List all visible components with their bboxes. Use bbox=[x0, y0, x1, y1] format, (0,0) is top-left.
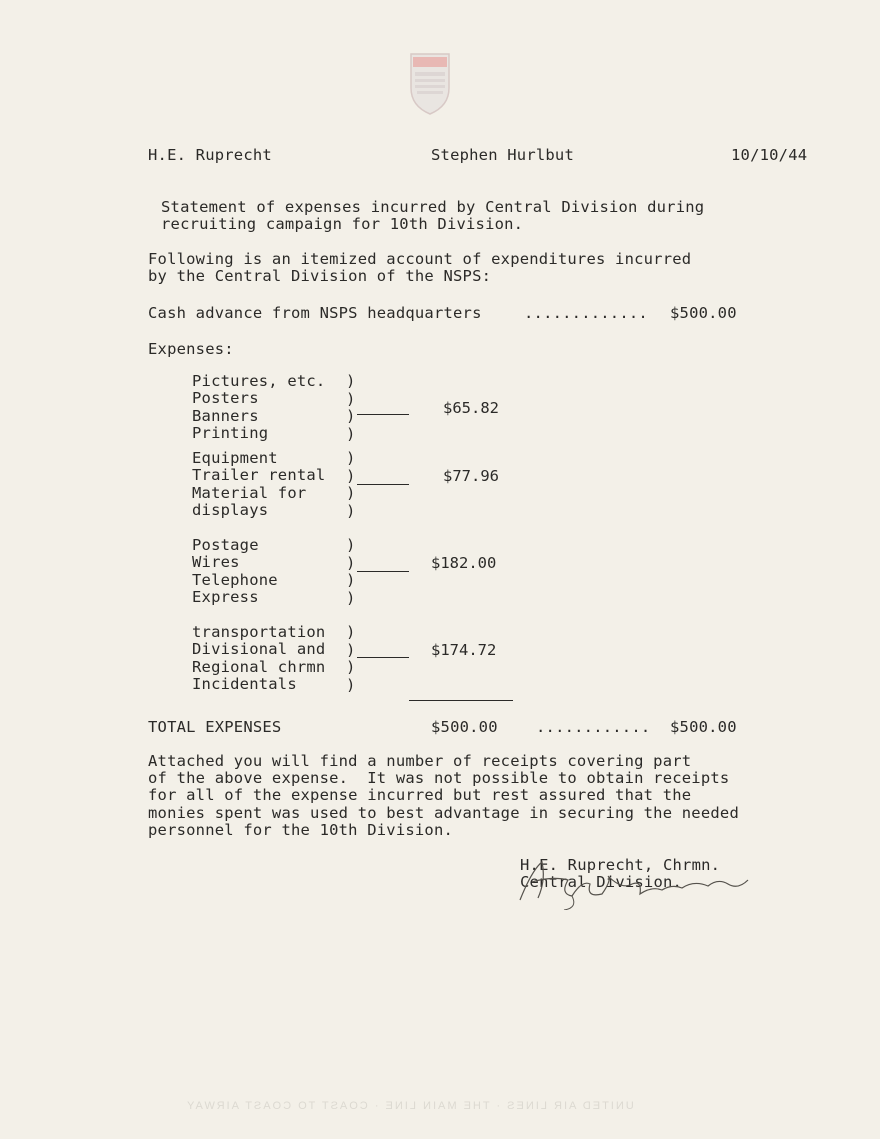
expenses-label: Expenses: bbox=[148, 340, 234, 358]
following-line-1: Following is an itemized account of expenditures incurred bbox=[148, 250, 692, 268]
leader-line bbox=[357, 484, 409, 485]
expense-item: Telephone bbox=[192, 571, 278, 589]
expense-item: Printing bbox=[192, 424, 269, 442]
group-amount: $182.00 bbox=[431, 554, 497, 572]
closing-line-5: personnel for the 10th Division. bbox=[148, 821, 454, 839]
leader-line bbox=[357, 571, 409, 572]
leader-line bbox=[357, 414, 409, 415]
united-shield-logo bbox=[407, 48, 453, 118]
leader-line bbox=[357, 657, 409, 658]
cash-advance-amount: $500.00 bbox=[670, 304, 737, 322]
bracket: ) ) ) ) bbox=[346, 536, 356, 607]
group-amount: $174.72 bbox=[431, 641, 497, 659]
intro-line-2: recruiting campaign for 10th Division. bbox=[161, 215, 524, 233]
closing-line-3: for all of the expense incurred but rest assured that the bbox=[148, 786, 692, 804]
expense-item: transportation bbox=[192, 623, 326, 641]
group-amount: $77.96 bbox=[443, 467, 499, 485]
cash-advance-dots: ............. bbox=[524, 304, 648, 322]
handwritten-signature bbox=[512, 850, 762, 910]
bracket: ) ) ) ) bbox=[346, 449, 356, 520]
signature-line-1: H.E. Ruprecht, Chrmn. bbox=[520, 856, 721, 874]
expense-item: Incidentals bbox=[192, 675, 297, 693]
intro-line-1: Statement of expenses incurred by Central Division during bbox=[161, 198, 705, 216]
total-amount: $500.00 bbox=[431, 718, 498, 736]
closing-line-2: of the above expense. It was not possible to obtain receipts bbox=[148, 769, 730, 787]
total-dots: ............ bbox=[536, 718, 651, 736]
total-amount-right: $500.00 bbox=[670, 718, 737, 736]
expense-item: Postage bbox=[192, 536, 259, 554]
bracket: ) ) ) ) bbox=[346, 372, 356, 443]
expense-item: Posters bbox=[192, 389, 259, 407]
expense-item: Material for bbox=[192, 484, 307, 502]
cash-advance-label: Cash advance from NSPS headquarters bbox=[148, 304, 482, 322]
closing-line-4: monies spent was used to best advantage in securing the needed bbox=[148, 804, 739, 822]
signature-line-2: Central Division. bbox=[520, 873, 683, 891]
ghost-letterhead bbox=[90, 162, 93, 206]
expense-item: Express bbox=[192, 588, 259, 606]
closing-line-1: Attached you will find a number of receipts covering part bbox=[148, 752, 692, 770]
expense-item: Regional chrmn bbox=[192, 658, 326, 676]
expense-item: Banners bbox=[192, 407, 259, 425]
header-to: Stephen Hurlbut bbox=[431, 146, 574, 164]
expense-item: displays bbox=[192, 501, 269, 519]
header-from: H.E. Ruprecht bbox=[148, 146, 272, 164]
header-date: 10/10/44 bbox=[731, 146, 808, 164]
following-line-2: by the Central Division of the NSPS: bbox=[148, 267, 492, 285]
expense-item: Trailer rental bbox=[192, 466, 326, 484]
expense-item: Wires bbox=[192, 553, 240, 571]
total-label: TOTAL EXPENSES bbox=[148, 718, 282, 736]
group-amount: $65.82 bbox=[443, 399, 499, 417]
sum-rule bbox=[409, 700, 513, 701]
expense-item: Pictures, etc. bbox=[192, 372, 326, 390]
bracket: ) ) ) ) bbox=[346, 623, 356, 694]
footer-bleed-text: UNITED AIR LINES · THE MAIN LINE · COAST TO COAST AIRWAY bbox=[185, 1100, 634, 1112]
expense-item: Divisional and bbox=[192, 640, 326, 658]
expense-item: Equipment bbox=[192, 449, 278, 467]
